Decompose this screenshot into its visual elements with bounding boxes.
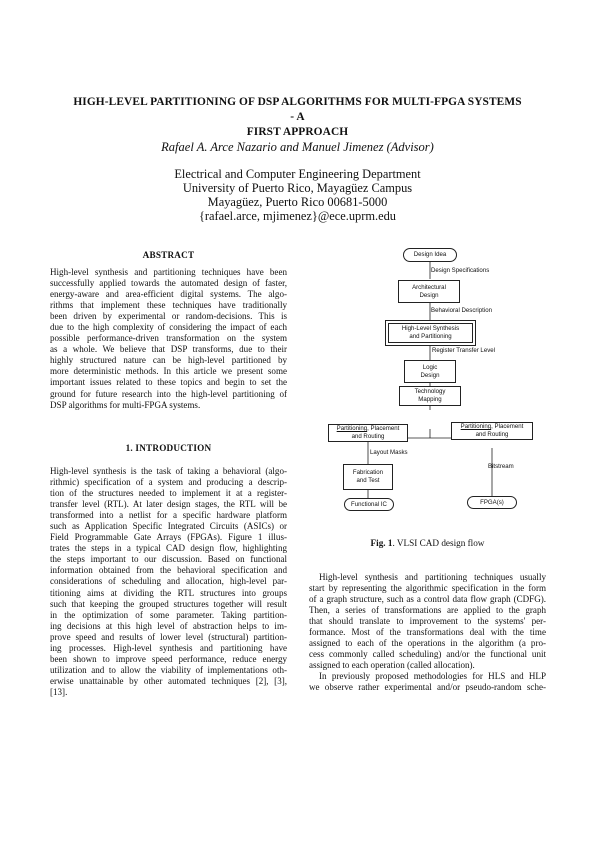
figure-caption-label: Fig. 1 (370, 538, 393, 548)
affiliation-line: University of Puerto Rico, Mayagüez Campus (182, 181, 413, 195)
affiliation-line: Electrical and Computer Engineering Department (174, 167, 421, 181)
intro-line: considerations of scheduling and allocation, high-level par- (50, 576, 287, 587)
figure-caption (309, 538, 546, 548)
right-column-body (309, 572, 546, 694)
flow-node-label: and Routing (475, 431, 509, 438)
intro-line: titioning aims at dividing the RTL structures into groups (50, 587, 287, 598)
intro-line: trates the steps in a typical CAD design flow, highlighting (50, 543, 287, 554)
abstract-heading: ABSTRACT (142, 250, 195, 260)
flow-node-label: FPGA(s) (480, 498, 504, 506)
flow-node-label: Design (419, 291, 439, 299)
abstract-body (50, 267, 287, 411)
intro-line: rithmic) specification of a system and producing a descrip- (50, 477, 287, 488)
flow-node-label: Architectural (412, 283, 446, 291)
introduction-body (50, 466, 287, 698)
flow-node-label-rest: , Placement (491, 423, 524, 430)
right-line: that should translate to improvement to the systems' per- (309, 616, 546, 627)
intro-line: [13]. (50, 686, 68, 697)
flow-node-label (337, 425, 400, 433)
flow-edge-label: Bitstream (488, 463, 514, 470)
intro-line: in the optimization of some parameter. Taking partition- (50, 609, 287, 620)
right-line: formance. Most of the transformations deal with the time (309, 627, 546, 638)
flow-node-architectural-design (398, 280, 460, 303)
right-line: In previously proposed methodologies for HLS and HLP (319, 671, 546, 682)
paper-title-line-1: HIGH-LEVEL PARTITIONING OF DSP ALGORITHMS FOR MULTI-FPGA SYSTEMS - A (73, 96, 522, 123)
flow-node-label: and Routing (351, 433, 385, 440)
right-line: Then, a series of transformations are applied to the graph (309, 605, 546, 616)
flow-node-label: Design Idea (413, 251, 447, 258)
abstract-line: more deterministic methods. In this article we present some (50, 366, 287, 377)
right-line: High-level synthesis and partitioning techniques usually (319, 572, 546, 582)
abstract-line: DSP algorithms for multi-FPGA systems. (50, 399, 201, 410)
flow-edge-label: Design Specifications (431, 267, 490, 274)
flow-node-label-underlined: Partitioning (336, 425, 368, 432)
authors: Rafael A. Arce Nazario and Manuel Jimenez (Advisor) (161, 140, 434, 154)
abstract-line: due to the high complexity of considering the impact of each (50, 322, 287, 333)
intro-line: prove speed and results of lower level (structural) partition- (50, 631, 287, 642)
affiliation-line: Mayagüez, Puerto Rico 00681-5000 (207, 195, 388, 209)
abstract-line: successfully applied towards the automated design of faster, (50, 278, 287, 289)
right-line: assigned to each operation (called allocation). (309, 660, 475, 671)
abstract-line: High-level synthesis and partitioning techniques have been (50, 267, 287, 277)
intro-line: been shown to improve speed performance, reduce energy (50, 653, 287, 664)
intro-line: the steps important to our discussion. Based on functional (50, 554, 287, 565)
intro-line: transformed into a netlist for a specific hardware platform (50, 510, 287, 521)
abstract-line: ground for future research into the high-level partitioning of (50, 388, 287, 399)
flow-node-label: Fabrication (352, 469, 384, 476)
flow-node-label: Logic (422, 363, 438, 371)
abstract-line: energy-aware and area-efficient digital systems. The algo- (50, 289, 287, 300)
flow-node-label-underlined: Partitioning (460, 423, 492, 430)
flow-node-label: High-Level Synthesis (401, 325, 460, 332)
flow-node-logic-design (404, 360, 456, 383)
flow-node-fabrication-test (343, 464, 393, 490)
figure-caption-text: . VLSI CAD design flow (392, 538, 485, 548)
intro-line: erwise unattainable by other automated techniques [2], [3], (50, 675, 287, 686)
flow-edge-label: Layout Masks (370, 449, 408, 456)
intro-line: such that keeping the grouped structures together will result (50, 598, 287, 609)
flow-edge-label: Register Transfer Level (432, 347, 495, 354)
flow-node-functional-ic (344, 498, 394, 511)
intro-line: tion of the structures needed to implement it at a register- (50, 488, 287, 499)
flow-node-technology-mapping (399, 386, 461, 406)
paper-title (70, 95, 525, 140)
flow-node-label (461, 423, 524, 431)
flow-edge-label: Behavioral Description (431, 307, 492, 314)
right-line: we observe rather experimental and/or pseudo-random sche- (309, 682, 546, 693)
intro-line: information obtained from the behavioral specification and (50, 565, 287, 576)
abstract-line: been driven by experimental or random-decisions. This is (50, 311, 287, 322)
right-line: cess commonly called scheduling) and/or the functional unit (309, 649, 546, 660)
intro-line: such as Application Specific Integrated Circuits (ASICs) or (50, 521, 287, 532)
right-line: of a graph structure, such as a control data flow graph (CDFG). (309, 594, 546, 605)
flow-node-high-level-synthesis (388, 323, 473, 343)
flow-node-label-rest: , Placement (367, 425, 400, 432)
intro-line: High-level synthesis is the task of taking a behavioral (algo- (50, 466, 287, 476)
right-line: start by representing the algorithmic specification in the form (309, 583, 546, 594)
intro-line: Field Programmable Gate Arrays (FPGAs). Figure 1 illus- (50, 532, 287, 543)
paper-title-line-2: FIRST APPROACH (246, 126, 349, 138)
intro-line: ing processes. High-level synthesis and partitioning have (50, 642, 287, 653)
abstract-line: highly structured nature can be high-level partitioned by (50, 355, 287, 366)
abstract-line: possible performance-driven transformation on the system (50, 333, 287, 344)
flow-node-label: and Partitioning (409, 333, 452, 340)
right-line: assigned to each of the operations in the algorithm (a pro- (309, 638, 546, 649)
design-flow-diagram (300, 244, 560, 519)
introduction-heading: 1. INTRODUCTION (125, 443, 212, 453)
intro-line: ing decisions at this high level of abstraction helps to im- (50, 620, 287, 631)
flow-node-partitioning-right (451, 422, 533, 440)
flow-node-label: Mapping (418, 396, 442, 403)
flow-node-label: and Test (356, 477, 380, 484)
abstract-line: as a whole. We believe that DSP transforms, due to their (50, 344, 287, 355)
flow-node-fpga (467, 496, 517, 509)
abstract-line: rithms that implement these techniques have traditionally (50, 300, 287, 311)
flow-node-label: Technology (414, 388, 446, 395)
affiliation-email: {rafael.arce, mjimenez}@ece.uprm.edu (198, 209, 396, 223)
intro-line: utilization and to allow the viability of implementations oth- (50, 664, 287, 675)
flow-node-design-idea (403, 248, 457, 262)
abstract-line: important issues related to these topics and begin to set the (50, 377, 287, 388)
flow-node-label: Design (420, 371, 440, 379)
flow-node-partitioning-left (328, 424, 408, 442)
flow-node-label: Functional IC (351, 500, 387, 508)
intro-line: transfer level (RTL). At later design stages, the RTL will be (50, 499, 287, 510)
affiliation (60, 167, 535, 223)
